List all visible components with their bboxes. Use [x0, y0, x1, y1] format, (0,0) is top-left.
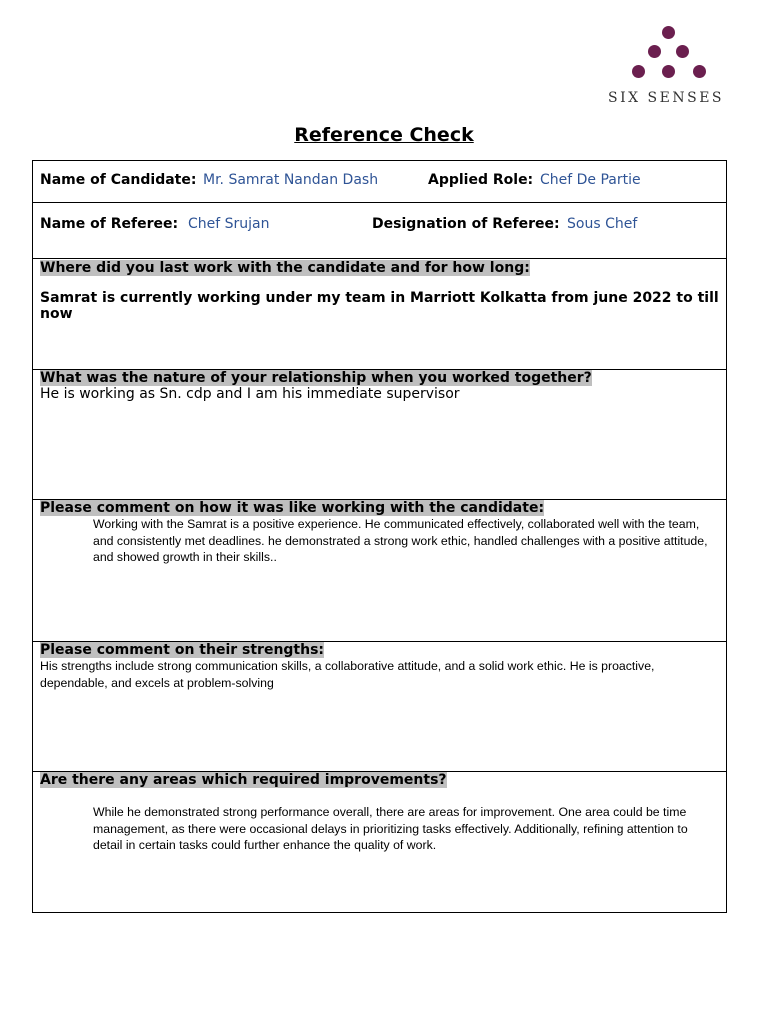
- referee-designation-label: Designation of Referee:: [372, 216, 560, 232]
- applied-role-label: Applied Role:: [428, 172, 534, 188]
- applied-role-value: Chef De Partie: [540, 172, 641, 188]
- logo-dot: [632, 65, 645, 78]
- candidate-name-label: Name of Candidate:: [40, 172, 197, 188]
- logo-dot: [648, 45, 661, 58]
- referee-designation-value: Sous Chef: [567, 216, 638, 232]
- question-row-last-work: [33, 259, 726, 370]
- question-label: Please comment on how it was like working with the candidate:: [40, 500, 545, 516]
- logo-wordmark: SIX SENSES: [608, 90, 724, 106]
- answer-text: While he demonstrated strong performance overall, there are areas for improvement. One area could be time management, as there were occasional delays in prioritizing tasks effectively. Additionally, refining attention to detail in certain tasks could further enhance the quality of work.: [93, 805, 688, 852]
- logo-dot: [662, 65, 675, 78]
- answer-text: Working with the Samrat is a positive experience. He communicated effectively, collaborated well with the team, and consistently met deadlines. he demonstrated a strong work ethic, handled challenges with a positive attitude, and showed growth in their skills..: [93, 517, 708, 564]
- page-title: Reference Check: [294, 124, 474, 146]
- question-row-strengths: [33, 642, 726, 772]
- reference-form: [32, 160, 727, 913]
- candidate-row: [33, 161, 726, 203]
- question-label: Please comment on their strengths:: [40, 642, 325, 658]
- candidate-name-value: Mr. Samrat Nandan Dash: [203, 172, 379, 188]
- answer-text: Samrat is currently working under my team in Marriott Kolkatta from june 2022 to till now: [40, 290, 719, 322]
- logo-dot: [676, 45, 689, 58]
- question-label: What was the nature of your relationship when you worked together?: [40, 370, 592, 386]
- referee-row: [33, 203, 726, 259]
- answer-text: His strengths include strong communication skills, a collaborative attitude, and a solid work ethic. He is proactive, dependable, and excels at problem-solving: [40, 659, 655, 690]
- logo-dot: [662, 26, 675, 39]
- question-label: Where did you last work with the candidate and for how long:: [40, 260, 530, 276]
- referee-name-label: Name of Referee:: [40, 216, 179, 232]
- question-label: Are there any areas which required improvements?: [40, 772, 447, 788]
- question-row-working-experience: [33, 500, 726, 642]
- question-row-relationship: [33, 370, 726, 500]
- six-senses-logo: [600, 22, 740, 112]
- question-row-improvements: [33, 772, 726, 914]
- logo-dot: [693, 65, 706, 78]
- answer-text: He is working as Sn. cdp and I am his immediate supervisor: [40, 386, 460, 402]
- referee-name-value: Chef Srujan: [188, 216, 270, 232]
